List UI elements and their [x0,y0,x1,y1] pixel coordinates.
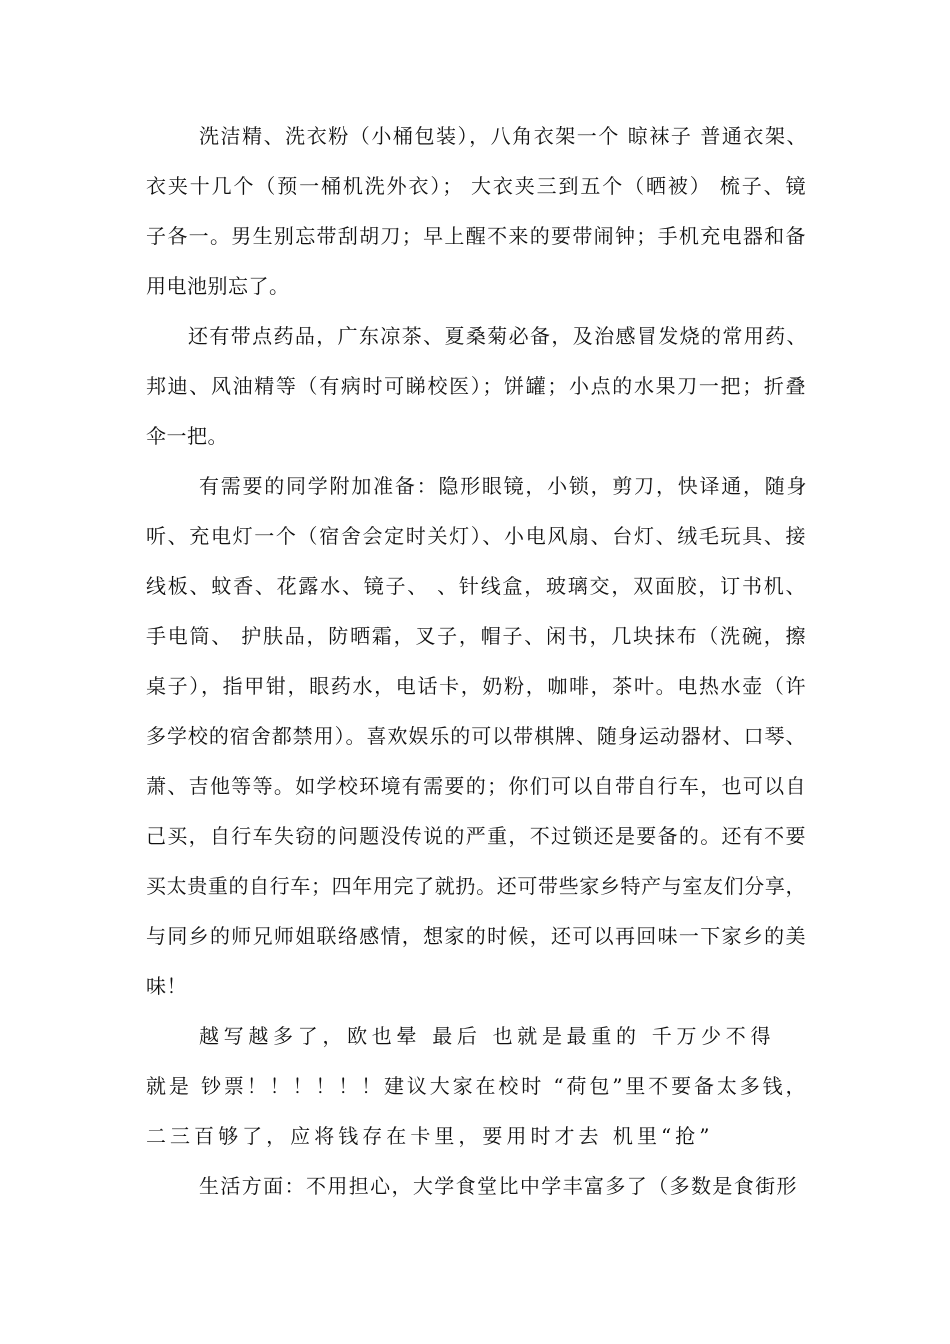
text-line: 越写越多了，欧也晕 最后 也就是最重的 千万少不得 [199,1024,771,1048]
text-line: 买太贵重的自行车；四年用完了就扔。还可带些家乡特产与室友们分享， [146,874,806,898]
text-line: 邦迪、风油精等（有病时可睇校医）；饼罐；小点的水果刀一把；折叠 [146,374,806,398]
text-line: 用电池别忘了。 [146,274,290,298]
text-line: 手电筒、 护肤品，防晒霜，叉子，帽子、闲书，几块抹布（洗碗，擦 [146,624,806,648]
text-line: 听、充电灯一个（宿舍会定时关灯）、小电风扇、台灯、绒毛玩具、接 [146,524,806,548]
text-line: 衣夹十几个（预一桶机洗外衣）； 大衣夹三到五个（晒被） 梳子、镜 [146,174,806,198]
text-line: 线板、蚊香、花露水、镜子、 、针线盒，玻璃交，双面胶，订书机、 [146,574,806,598]
text-line: 伞一把。 [146,424,228,448]
text-line: 桌子），指甲钳，眼药水，电话卡，奶粉，咖啡，茶叶。电热水壶（许 [146,674,806,698]
text-line: 有需要的同学附加准备：隐形眼镜，小锁，剪刀，快译通，随身 [199,474,807,498]
text-line: 萧、吉他等等。如学校环境有需要的；你们可以自带自行车，也可以自 [146,774,806,798]
text-line: 生活方面：不用担心，大学食堂比中学丰富多了（多数是食街形 [199,1174,797,1198]
text-line: 就是 钞票！！！！！！建议大家在校时 “荷包”里不要备太多钱， [146,1074,806,1098]
text-line: 味！ [146,974,187,998]
text-line: 多学校的宿舍都禁用）。喜欢娱乐的可以带棋牌、随身运动器材、口琴、 [146,724,806,748]
text-line: 洗洁精、洗衣粉（小桶包装），八角衣架一个 晾袜子 普通衣架、 [199,124,807,148]
text-line: 己买，自行车失窃的问题没传说的严重，不过锁还是要备的。还有不要 [146,824,806,848]
text-line: 二三百够了，应将钱存在卡里，要用时才去 机里“抢” [146,1124,710,1148]
text-line: 子各一。男生别忘带刮胡刀；早上醒不来的要带闹钟；手机充电器和备 [146,224,806,248]
text-line: 与同乡的师兄师姐联络感情，想家的时候，还可以再回味一下家乡的美 [146,924,806,948]
text-line: 还有带点药品，广东凉茶、夏桑菊必备，及治感冒发烧的常用药、 [188,324,807,348]
